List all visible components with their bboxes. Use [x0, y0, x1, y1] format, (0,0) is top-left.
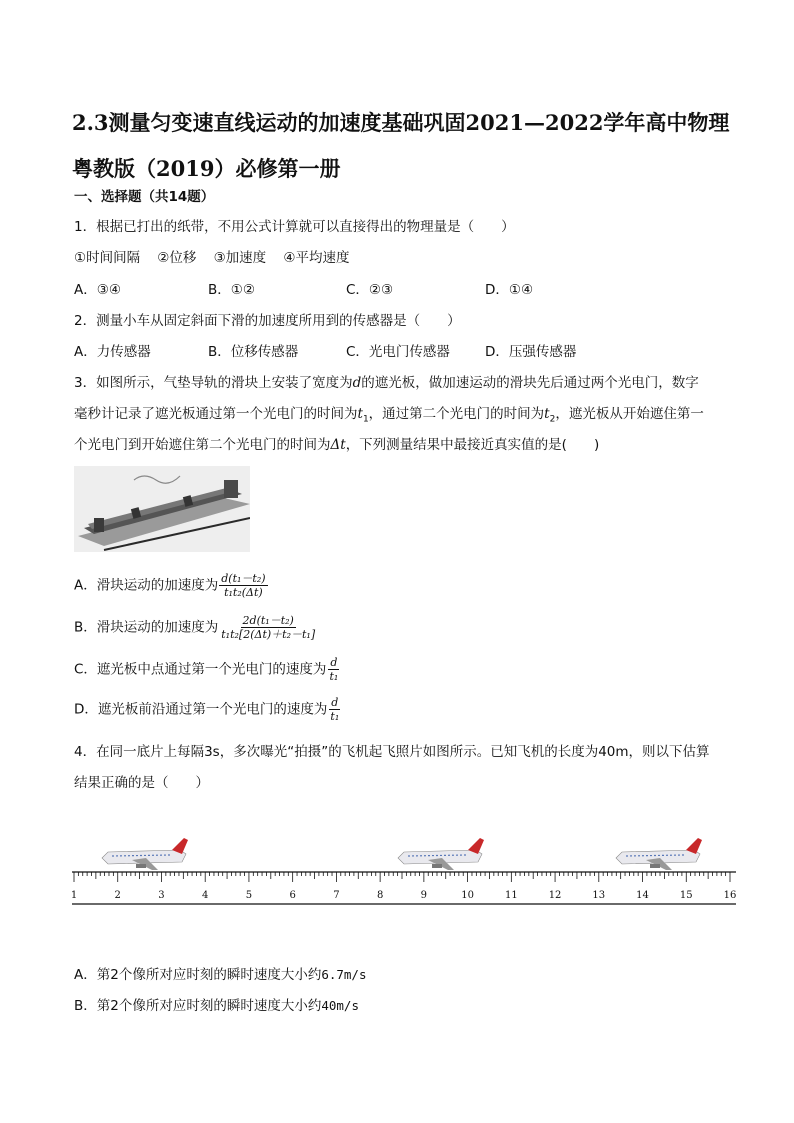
fraction: $\frac{d}{\text{t₁}}$	[329, 656, 339, 683]
ruler-label: 8	[376, 890, 384, 901]
q1-option-a[interactable]: A．③④	[74, 282, 121, 298]
ruler-label: 9	[420, 890, 428, 901]
q1-stem: 1．根据已打出的纸带，不用公式计算就可以直接得出的物理量是（ ）	[74, 219, 515, 235]
plane-ruler-figure	[66, 832, 742, 912]
q2-option-c[interactable]: C．光电门传感器	[346, 344, 450, 360]
ruler-labels	[71, 890, 737, 901]
ruler-label: 2	[114, 890, 121, 901]
q2-stem: 2．测量小车从固定斜面下滑的加速度所用到的传感器是（ ）	[74, 313, 461, 329]
q2-option-b[interactable]: B．位移传感器	[208, 344, 299, 360]
ruler-label: 16	[723, 890, 737, 901]
ruler-label: 3	[158, 890, 165, 901]
ruler-label: 6	[289, 890, 296, 901]
q1-item: ①时间间隔	[74, 250, 141, 266]
q1-item: ④平均速度	[283, 250, 350, 266]
ruler-label: 10	[461, 890, 474, 901]
q1-option-c[interactable]: C．②③	[346, 282, 394, 298]
q1-option-d[interactable]: D．①④	[485, 282, 534, 298]
ruler-label: 11	[504, 890, 518, 901]
section-heading: 一、选择题（共14题）	[74, 189, 215, 205]
q3-option-b[interactable]: B．滑块运动的加速度为 $\frac{\text{2d(t₁－t₂)}}{\text{t₁t₂[2(Δt)＋t₂－t₁]}}$	[74, 614, 316, 641]
q3-line3: 个光电门到开始遮住第二个光电门的时间为Δt，下列测量结果中最接近真实值的是( )	[74, 437, 600, 453]
q4-option-a[interactable]: A．第2个像所对应时刻的瞬时速度大小约6.7m/s	[74, 967, 367, 983]
q3-line2: 毫秒计记录了遮光板通过第一个光电门的时间为$t_1$，通过第二个光电门的时间为$t_2$，遮光板从开始遮住第一	[74, 406, 704, 425]
q2-option-d[interactable]: D．压强传感器	[485, 344, 577, 360]
ruler-label: 13	[592, 890, 606, 901]
ruler-ticks	[74, 872, 730, 882]
q1-item: ③加速度	[213, 250, 267, 266]
q4-line2: 结果正确的是（ ）	[74, 775, 209, 791]
q1-items	[74, 249, 349, 267]
q4-line1: 4．在同一底片上每隔3s，多次曝光“拍摄”的飞机起飞照片如图所示。已知飞机的长度为40m，则以下估算	[74, 744, 710, 760]
q2-option-a[interactable]: A．力传感器	[74, 344, 151, 360]
q3-var-d: d	[352, 375, 362, 391]
ruler-label: 4	[202, 890, 209, 901]
fraction: $\frac{d}{\text{t₁}}$	[330, 696, 340, 723]
ruler-label: 7	[333, 890, 340, 901]
q1-item: ②位移	[157, 250, 197, 266]
plane-image	[398, 838, 484, 870]
q3-option-c[interactable]: C．遮光板中点通过第一个光电门的速度为 $\frac{d}{\text{t₁}}$	[74, 656, 339, 683]
q1-option-b[interactable]: B．①②	[208, 282, 255, 298]
ruler-label: 14	[636, 890, 649, 901]
q4-option-b[interactable]: B．第2个像所对应时刻的瞬时速度大小约40m/s	[74, 998, 359, 1014]
fraction: $\frac{\text{2d(t₁－t₂)}}{\text{t₁t₂[2(Δt)＋t₂－t₁]}}$	[221, 614, 316, 641]
plane-image	[616, 838, 702, 870]
ruler-label: 12	[548, 890, 562, 901]
ruler-label: 15	[679, 890, 693, 901]
q3-option-d[interactable]: D．遮光板前沿通过第一个光电门的速度为 $\frac{d}{\text{t₁}}$	[74, 696, 340, 723]
ruler-label: 5	[245, 890, 253, 901]
q3-line1: 3．如图所示，气垫导轨的滑块上安装了宽度为d的遮光板，做加速运动的滑块先后通过两个光电门，数字	[74, 375, 699, 391]
page-title: 2.3测量匀变速直线运动的加速度基础巩固2021—2022学年高中物理粤教版（2019）必修第一册	[72, 110, 730, 181]
air-track-photo	[74, 466, 250, 552]
q3-option-a[interactable]: A．滑块运动的加速度为 $\frac{\text{d(t₁－t₂)}}{\text{t₁t₂(Δt)}}$	[74, 572, 266, 599]
plane-image	[102, 838, 188, 870]
fraction: $\frac{\text{d(t₁－t₂)}}{\text{t₁t₂(Δt)}}$	[221, 572, 266, 599]
ruler-label: 1	[70, 890, 78, 901]
